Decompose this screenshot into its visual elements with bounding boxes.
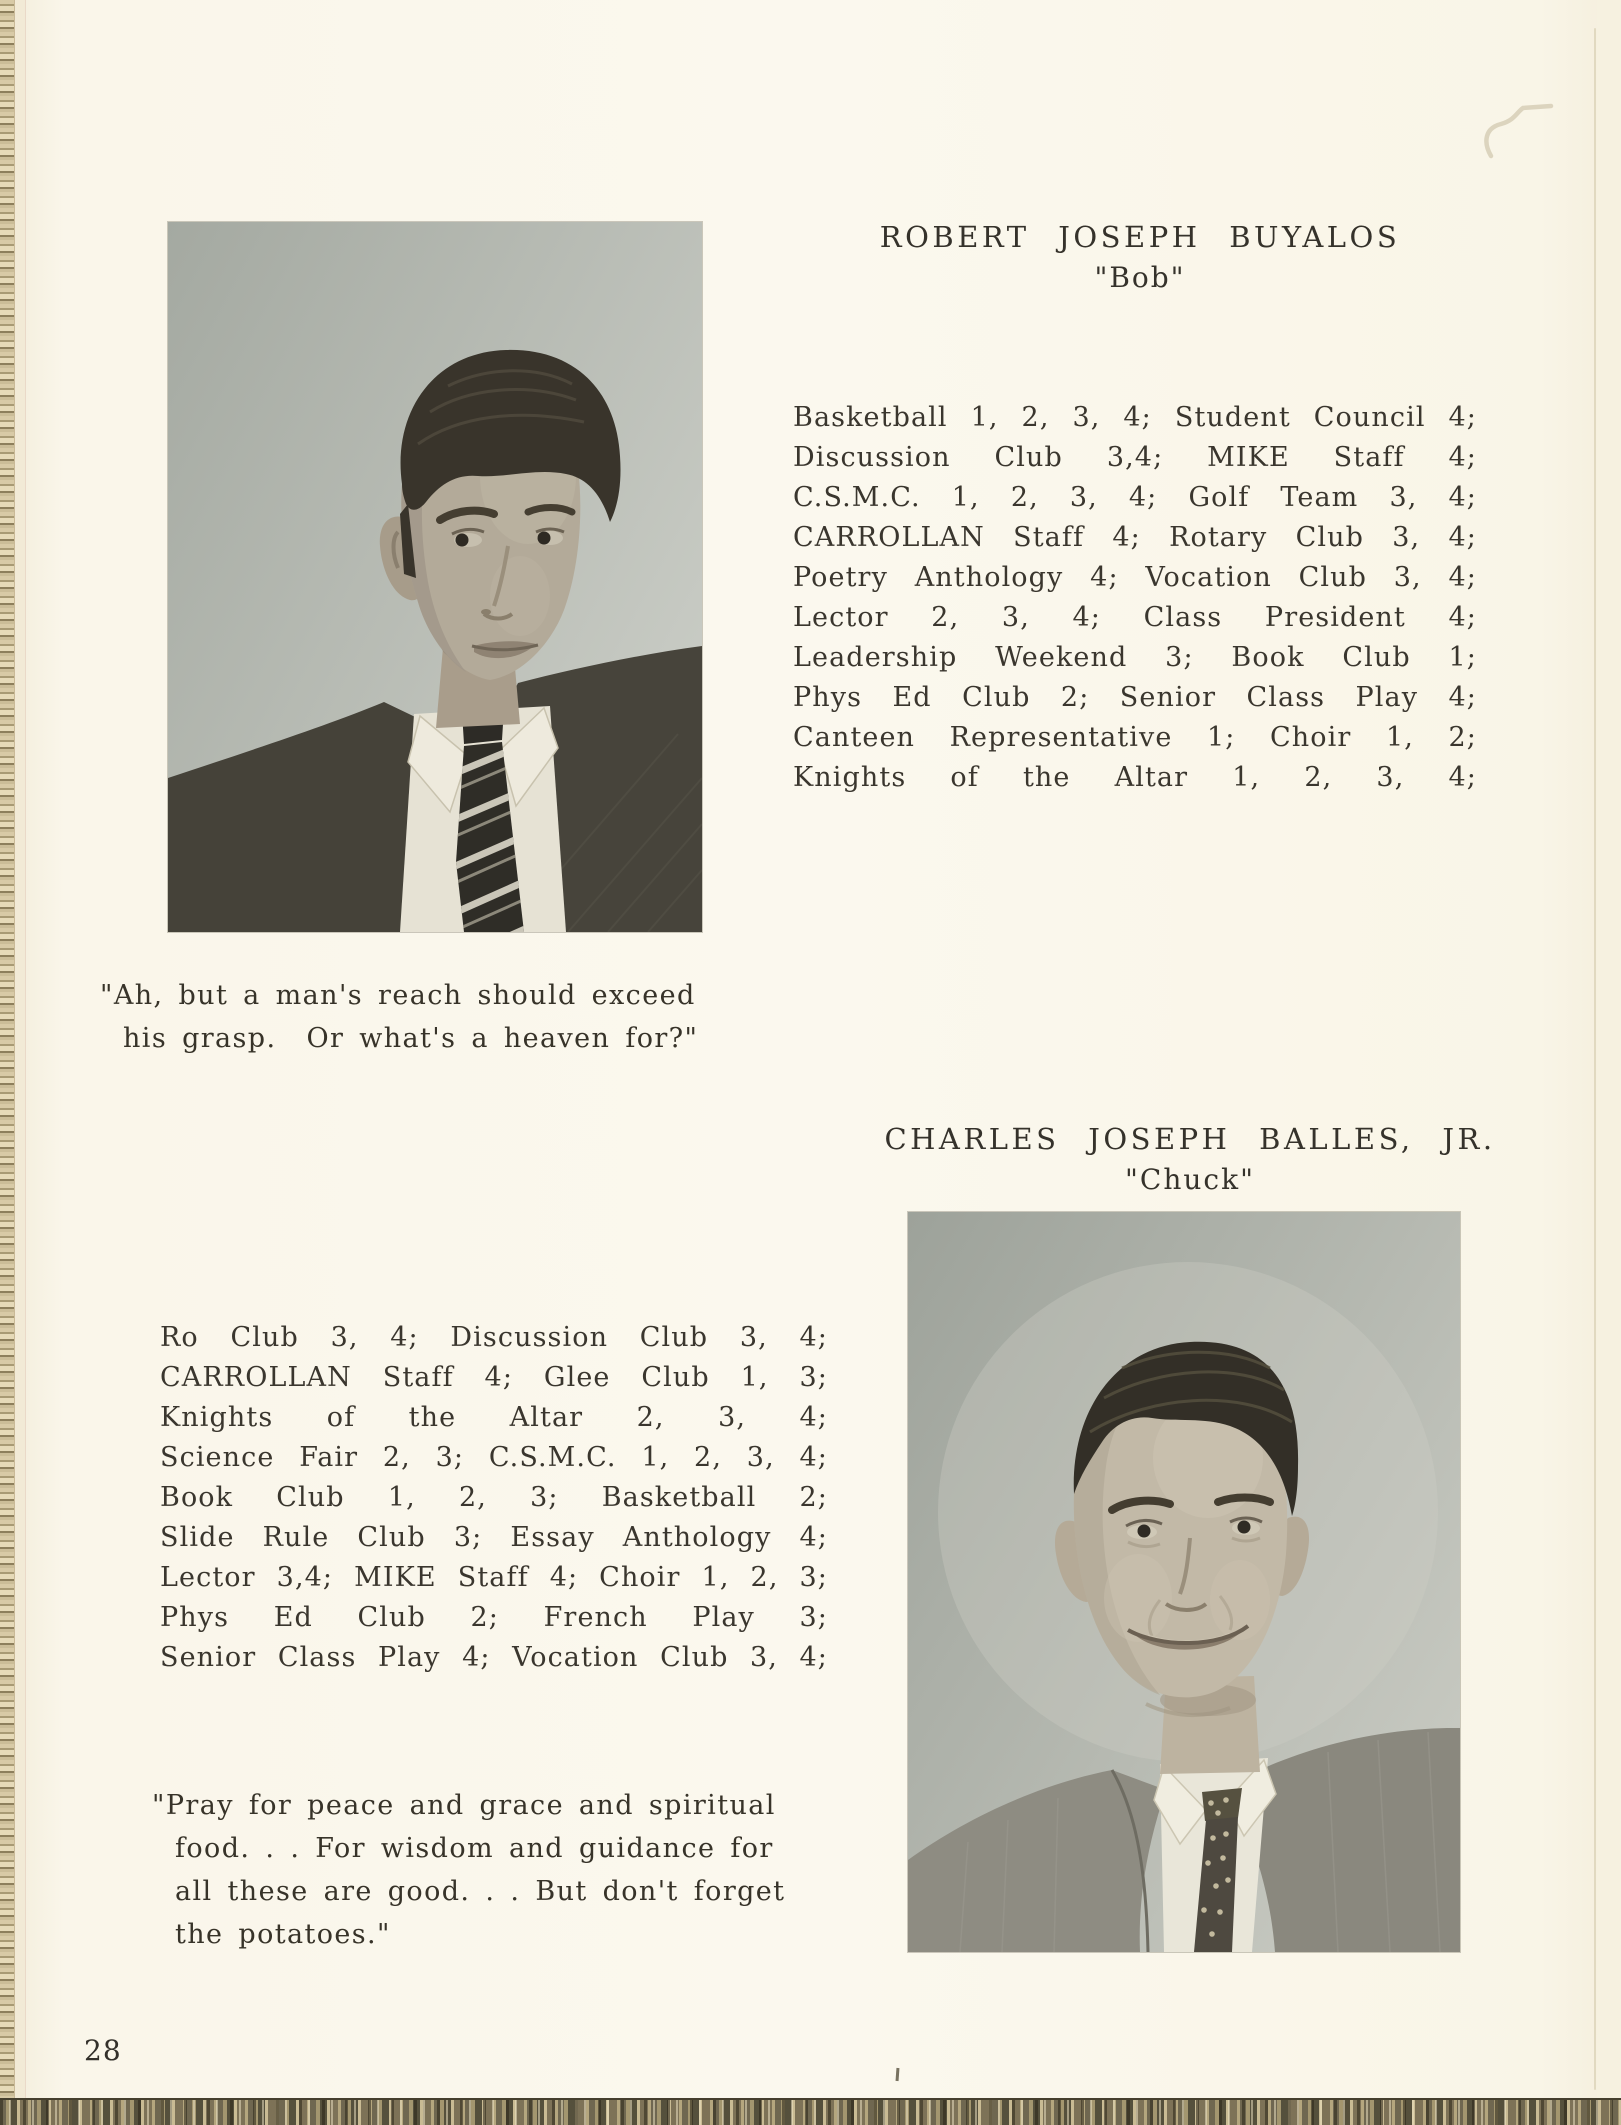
student-header-robert	[790, 220, 1490, 294]
scan-fiber-artifact	[1475, 82, 1565, 162]
quote-line: the potatoes."	[175, 1919, 391, 1950]
quote-line: food. . . For wisdom and guidance for	[175, 1833, 774, 1864]
book-bottom-edge-texture	[0, 2098, 1621, 2125]
activities-line: Slide Rule Club 3; Essay Anthology 4;	[160, 1522, 828, 1553]
activities-line: C.S.M.C. 1, 2, 3, 4; Golf Team 3, 4;	[793, 482, 1477, 513]
activities-line: Leadership Weekend 3; Book Club 1;	[793, 642, 1477, 673]
quote-line: his grasp. Or what's a heaven for?"	[123, 1023, 699, 1054]
book-left-edge-texture	[0, 0, 15, 2125]
yearbook-photo-chuck	[908, 1212, 1460, 1952]
activities-line: Senior Class Play 4; Vocation Club 3, 4;	[160, 1642, 828, 1673]
portrait-chuck-illustration	[908, 1212, 1460, 1952]
activities-line: Ro Club 3, 4; Discussion Club 3, 4;	[160, 1322, 828, 1353]
activities-line: Canteen Representative 1; Choir 1, 2;	[793, 722, 1477, 753]
activities-block-chuck	[160, 1318, 828, 1678]
quote-line: "Pray for peace and grace and spiritual	[152, 1790, 776, 1821]
student-nickname: "Bob"	[1094, 261, 1186, 294]
student-header-chuck	[845, 1122, 1535, 1196]
activities-line: Knights of the Altar 2, 3, 4;	[160, 1402, 828, 1433]
activities-line: Phys Ed Club 2; French Play 3;	[160, 1602, 828, 1633]
book-left-margin	[15, 0, 26, 2125]
activities-line: CARROLLAN Staff 4; Glee Club 1, 3;	[160, 1362, 828, 1393]
activities-line: Lector 3,4; MIKE Staff 4; Choir 1, 2, 3;	[160, 1562, 828, 1593]
activities-line: Phys Ed Club 2; Senior Class Play 4;	[793, 682, 1477, 713]
activities-line: Knights of the Altar 1, 2, 3, 4;	[793, 762, 1477, 793]
page-right-edge-line	[1594, 28, 1596, 2090]
portrait-robert-illustration	[168, 222, 702, 932]
book-right-margin	[1597, 0, 1621, 2125]
activities-line: Science Fair 2, 3; C.S.M.C. 1, 2, 3, 4;	[160, 1442, 828, 1473]
quote-block-robert	[100, 974, 780, 1060]
student-nickname: "Chuck"	[1125, 1163, 1255, 1196]
quote-line: "Ah, but a man's reach should exceed	[100, 980, 696, 1011]
page-number: 28	[84, 2034, 122, 2067]
student-name: CHARLES JOSEPH BALLES, JR.	[884, 1122, 1496, 1156]
quote-line: all these are good. . . But don't forget	[175, 1876, 786, 1907]
yearbook-photo-robert	[168, 222, 702, 932]
activities-block-robert	[793, 398, 1477, 798]
activities-line: Lector 2, 3, 4; Class President 4;	[793, 602, 1477, 633]
activities-line: CARROLLAN Staff 4; Rotary Club 3, 4;	[793, 522, 1477, 553]
activities-line: Book Club 1, 2, 3; Basketball 2;	[160, 1482, 828, 1513]
activities-line: Basketball 1, 2, 3, 4; Student Council 4;	[793, 402, 1477, 433]
quote-block-chuck	[152, 1784, 842, 1956]
scan-speck	[896, 2068, 900, 2081]
activities-line: Discussion Club 3,4; MIKE Staff 4;	[793, 442, 1477, 473]
activities-line: Poetry Anthology 4; Vocation Club 3, 4;	[793, 562, 1477, 593]
student-name: ROBERT JOSEPH BUYALOS	[879, 220, 1401, 254]
